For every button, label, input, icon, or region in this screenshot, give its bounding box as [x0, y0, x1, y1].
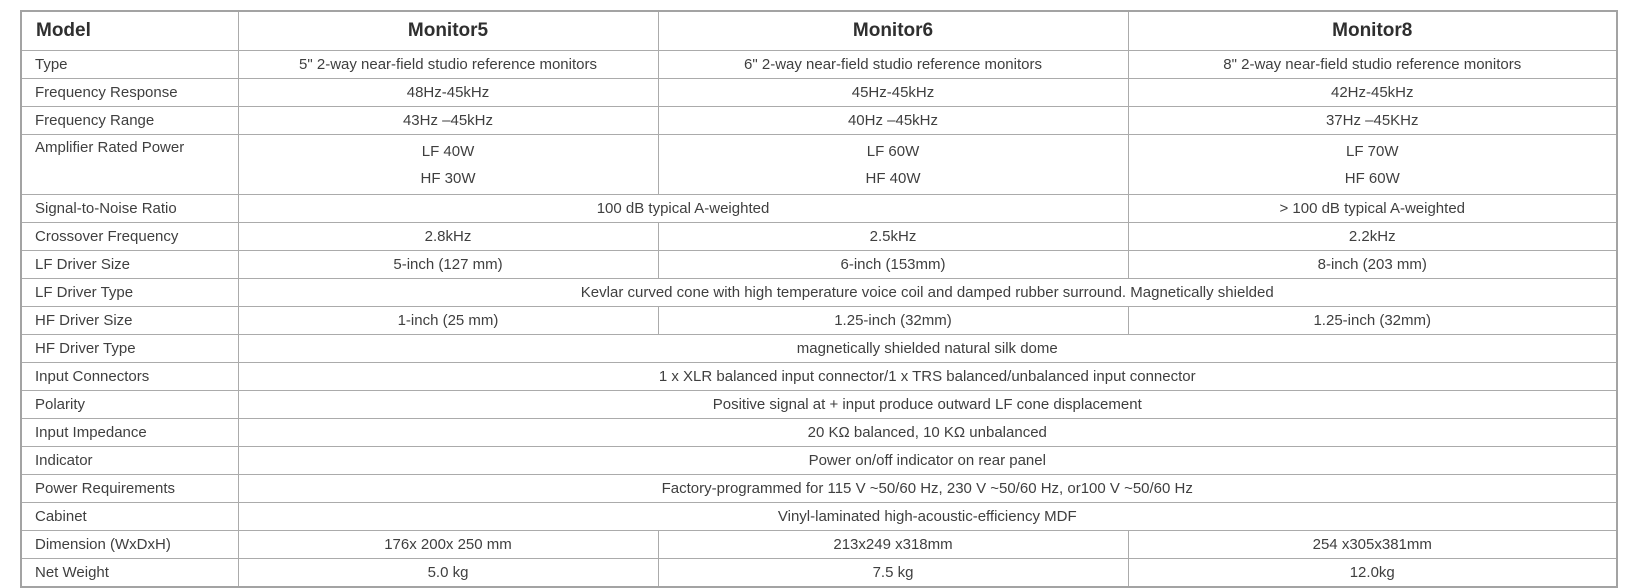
- lf-driver-size-value-monitor5: 5-inch (127 mm): [238, 251, 658, 279]
- amplifier-power-value-monitor5: [238, 135, 658, 195]
- row-label-net-weight: Net Weight: [21, 559, 238, 588]
- row-signal-to-noise-ratio: [21, 195, 1617, 223]
- column-header-monitor6: Monitor6: [658, 11, 1128, 51]
- monitor-spec-table: [20, 10, 1618, 588]
- amplifier-lf-monitor5: LF 40W: [421, 142, 475, 160]
- dimension-value-monitor8: 254 x305x381mm: [1128, 531, 1617, 559]
- row-label-input-impedance: Input Impedance: [21, 419, 238, 447]
- polarity-value-all: Positive signal at + input produce outward LF cone displacement: [238, 391, 1617, 419]
- row-hf-driver-type: [21, 335, 1617, 363]
- row-type: [21, 51, 1617, 79]
- row-amplifier-rated-power: [21, 135, 1617, 195]
- amplifier-lf-monitor8: LF 70W: [1345, 142, 1399, 160]
- row-polarity: [21, 391, 1617, 419]
- row-indicator: [21, 447, 1617, 475]
- frequency-response-value-monitor5: 48Hz-45kHz: [238, 79, 658, 107]
- row-net-weight: [21, 559, 1617, 588]
- net-weight-value-monitor5: 5.0 kg: [238, 559, 658, 588]
- lf-driver-size-value-monitor6: 6-inch (153mm): [658, 251, 1128, 279]
- type-value-monitor6: 6" 2-way near-field studio reference monitors: [658, 51, 1128, 79]
- row-label-hf-driver-size: HF Driver Size: [21, 307, 238, 335]
- frequency-response-value-monitor6: 45Hz-45kHz: [658, 79, 1128, 107]
- row-label-input-connectors: Input Connectors: [21, 363, 238, 391]
- model-header-cell: Model: [21, 11, 238, 51]
- amplifier-power-value-monitor6: [658, 135, 1128, 195]
- row-label-type: Type: [21, 51, 238, 79]
- row-crossover-frequency: [21, 223, 1617, 251]
- row-label-amplifier-rated-power: Amplifier Rated Power: [21, 135, 238, 195]
- lf-driver-type-value-all: Kevlar curved cone with high temperature voice coil and damped rubber surround. Magnetically shielded: [238, 279, 1617, 307]
- dimension-value-monitor5: 176x 200x 250 mm: [238, 531, 658, 559]
- lf-driver-size-value-monitor8: 8-inch (203 mm): [1128, 251, 1617, 279]
- frequency-response-value-monitor8: 42Hz-45kHz: [1128, 79, 1617, 107]
- row-label-power-requirements: Power Requirements: [21, 475, 238, 503]
- row-label-cabinet: Cabinet: [21, 503, 238, 531]
- crossover-value-monitor6: 2.5kHz: [658, 223, 1128, 251]
- crossover-value-monitor5: 2.8kHz: [238, 223, 658, 251]
- crossover-value-monitor8: 2.2kHz: [1128, 223, 1617, 251]
- amplifier-hf-monitor6: HF 40W: [865, 169, 921, 187]
- row-frequency-range: [21, 107, 1617, 135]
- row-label-lf-driver-size: LF Driver Size: [21, 251, 238, 279]
- type-value-monitor8: 8" 2-way near-field studio reference monitors: [1128, 51, 1617, 79]
- row-lf-driver-type: [21, 279, 1617, 307]
- hf-driver-size-value-monitor6: 1.25-inch (32mm): [658, 307, 1128, 335]
- net-weight-value-monitor6: 7.5 kg: [658, 559, 1128, 588]
- hf-driver-size-value-monitor5: 1-inch (25 mm): [238, 307, 658, 335]
- power-requirements-value-all: Factory-programmed for 115 V ~50/60 Hz, 230 V ~50/60 Hz, or100 V ~50/60 Hz: [238, 475, 1617, 503]
- column-header-monitor5: Monitor5: [238, 11, 658, 51]
- row-label-crossover-frequency: Crossover Frequency: [21, 223, 238, 251]
- input-connectors-value-all: 1 x XLR balanced input connector/1 x TRS balanced/unbalanced input connector: [238, 363, 1617, 391]
- row-label-polarity: Polarity: [21, 391, 238, 419]
- row-label-indicator: Indicator: [21, 447, 238, 475]
- amplifier-power-value-monitor8: [1128, 135, 1617, 195]
- cabinet-value-all: Vinyl-laminated high-acoustic-efficiency MDF: [238, 503, 1617, 531]
- frequency-range-value-monitor8: 37Hz –45KHz: [1128, 107, 1617, 135]
- indicator-value-all: Power on/off indicator on rear panel: [238, 447, 1617, 475]
- column-header-monitor8: Monitor8: [1128, 11, 1617, 51]
- row-power-requirements: [21, 475, 1617, 503]
- amplifier-hf-monitor5: HF 30W: [420, 169, 476, 187]
- row-lf-driver-size: [21, 251, 1617, 279]
- input-impedance-value-all: 20 KΩ balanced, 10 KΩ unbalanced: [238, 419, 1617, 447]
- row-label-frequency-response: Frequency Response: [21, 79, 238, 107]
- dimension-value-monitor6: 213x249 x318mm: [658, 531, 1128, 559]
- row-hf-driver-size: [21, 307, 1617, 335]
- row-cabinet: [21, 503, 1617, 531]
- row-label-lf-driver-type: LF Driver Type: [21, 279, 238, 307]
- signal-to-noise-value-monitor5-6: 100 dB typical A-weighted: [238, 195, 1128, 223]
- frequency-range-value-monitor6: 40Hz –45kHz: [658, 107, 1128, 135]
- hf-driver-type-value-all: magnetically shielded natural silk dome: [238, 335, 1617, 363]
- row-input-impedance: [21, 419, 1617, 447]
- row-label-hf-driver-type: HF Driver Type: [21, 335, 238, 363]
- row-label-dimension: Dimension (WxDxH): [21, 531, 238, 559]
- amplifier-hf-monitor8: HF 60W: [1344, 169, 1400, 187]
- signal-to-noise-value-monitor8: > 100 dB typical A-weighted: [1128, 195, 1617, 223]
- row-input-connectors: [21, 363, 1617, 391]
- type-value-monitor5: 5" 2-way near-field studio reference monitors: [238, 51, 658, 79]
- row-label-signal-to-noise-ratio: Signal-to-Noise Ratio: [21, 195, 238, 223]
- header-row: [21, 11, 1617, 51]
- row-dimension: [21, 531, 1617, 559]
- amplifier-lf-monitor6: LF 60W: [866, 142, 920, 160]
- net-weight-value-monitor8: 12.0kg: [1128, 559, 1617, 588]
- row-frequency-response: [21, 79, 1617, 107]
- frequency-range-value-monitor5: 43Hz –45kHz: [238, 107, 658, 135]
- row-label-frequency-range: Frequency Range: [21, 107, 238, 135]
- hf-driver-size-value-monitor8: 1.25-inch (32mm): [1128, 307, 1617, 335]
